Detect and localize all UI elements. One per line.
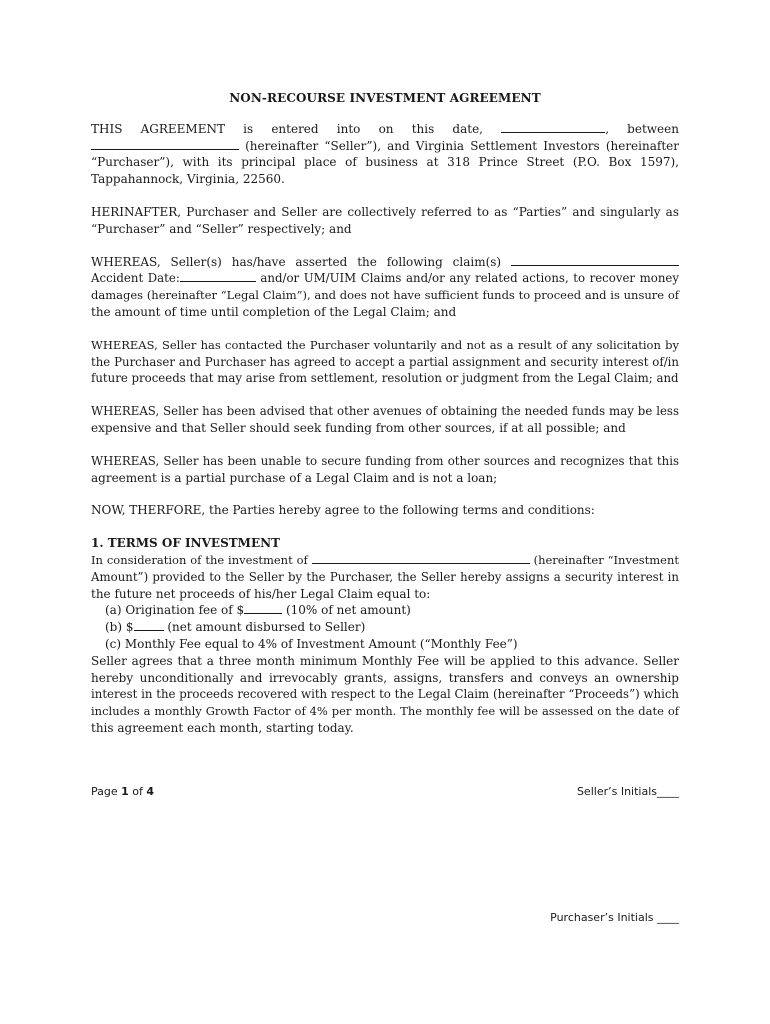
investment-amount-blank[interactable]	[312, 552, 530, 564]
text-line: WHEREAS, Seller(s) has/have asserted the following claim(s)	[91, 254, 679, 271]
list-item-net-amount: (b) $ (net amount disbursed to Seller)	[105, 620, 366, 635]
text-line: THIS AGREEMENT is entered into on this date, , between	[91, 121, 679, 136]
page-footer	[91, 785, 679, 801]
text-line: agreement is a partial purchase of a Legal Claim and is not a loan;	[91, 470, 498, 485]
accident-date-blank[interactable]	[180, 270, 256, 282]
text-line: the Purchaser and Purchaser has agreed to accept a partial assignment and security interest of/in	[91, 354, 679, 369]
text-line: WHEREAS, Seller has been advised that other avenues of obtaining the needed funds may be less	[91, 404, 679, 419]
paragraph-whereas-advised	[91, 403, 679, 437]
text-line: Tappahannock, Virginia, 22560.	[91, 172, 285, 187]
date-blank[interactable]	[501, 121, 605, 133]
seller-name-blank[interactable]	[91, 138, 239, 150]
text-line: the amount of time until completion of the Legal Claim; and	[91, 304, 457, 319]
text-line: expensive and that Seller should seek funding from other sources, if at all possible; and	[91, 420, 626, 435]
text-line: HERINAFTER, Purchaser and Seller are collectively referred to as “Parties” and singularly as	[91, 204, 679, 219]
paragraph-now-therefore	[91, 502, 679, 519]
purchaser-initials[interactable]: Purchaser’s Initials ____	[550, 911, 679, 924]
origination-fee-blank[interactable]	[244, 602, 282, 614]
text-line: WHEREAS, Seller has contacted the Purchaser voluntarily and not as a result of any solicitation by	[91, 337, 679, 352]
text-line: Seller agrees that a three month minimum Monthly Fee will be applied to this advance. Seller	[91, 653, 679, 668]
text-line: “Purchaser”), with its principal place of business at 318 Prince Street (P.O. Box 1597),	[91, 155, 679, 170]
text-line: damages (hereinafter “Legal Claim”), and does not have sufficient funds to proceed and is unsure of	[91, 288, 679, 303]
text-line: hereby unconditionally and irrevocably grants, assigns, transfers and conveys an ownership	[91, 670, 679, 685]
section-terms-of-investment	[91, 535, 679, 737]
paragraph-whereas-contact	[91, 337, 679, 387]
text-line: interest in the proceeds recovered with respect to the Legal Claim (hereinafter “Proceeds”) which	[91, 687, 679, 702]
page-number: Page 1 of 4	[91, 785, 155, 798]
text-line: Accident Date: and/or UM/UIM Claims and/or any related actions, to recover money	[91, 271, 679, 286]
text-line: In consideration of the investment of (hereinafter “Investment	[91, 552, 680, 567]
text-line: WHEREAS, Seller has been unable to secure funding from other sources and recognizes that this	[91, 453, 679, 468]
text-line: this agreement each month, starting today.	[91, 720, 354, 735]
text-line: NOW, THERFORE, the Parties hereby agree to the following terms and conditions:	[91, 503, 595, 518]
paragraph-hereinafter	[91, 204, 679, 238]
purchaser-footer	[91, 911, 679, 927]
section-heading: 1. TERMS OF INVESTMENT	[91, 536, 280, 551]
claim-blank[interactable]	[511, 254, 679, 266]
document-body	[91, 90, 679, 753]
list-item-monthly-fee: (c) Monthly Fee equal to 4% of Investment Amount (“Monthly Fee”)	[105, 636, 518, 651]
document-title: NON-RECOURSE INVESTMENT AGREEMENT	[229, 91, 541, 105]
net-amount-blank[interactable]	[134, 619, 164, 631]
text-line: Amount”) provided to the Seller by the Purchaser, the Seller hereby assigns a security interest in	[91, 569, 679, 584]
text-line: future proceeds that may arise from settlement, resolution or judgment from the Legal Claim; and	[91, 371, 679, 386]
text-line: the future net proceeds of his/her Legal Claim equal to:	[91, 586, 431, 601]
paragraph-whereas-unable	[91, 453, 679, 487]
text-line: includes a monthly Growth Factor of 4% per month. The monthly fee will be assessed on the date of	[91, 704, 679, 719]
text-line: (hereinafter “Seller”), and Virginia Settlement Investors (hereinafter	[91, 138, 679, 155]
paragraph-parties-intro	[91, 121, 679, 188]
text-line: “Purchaser” and “Seller” respectively; and	[91, 221, 352, 236]
list-item-origination-fee: (a) Origination fee of $ (10% of net amount)	[105, 603, 411, 618]
paragraph-whereas-claim	[91, 254, 679, 321]
seller-initials[interactable]: Seller’s Initials____	[576, 785, 679, 798]
